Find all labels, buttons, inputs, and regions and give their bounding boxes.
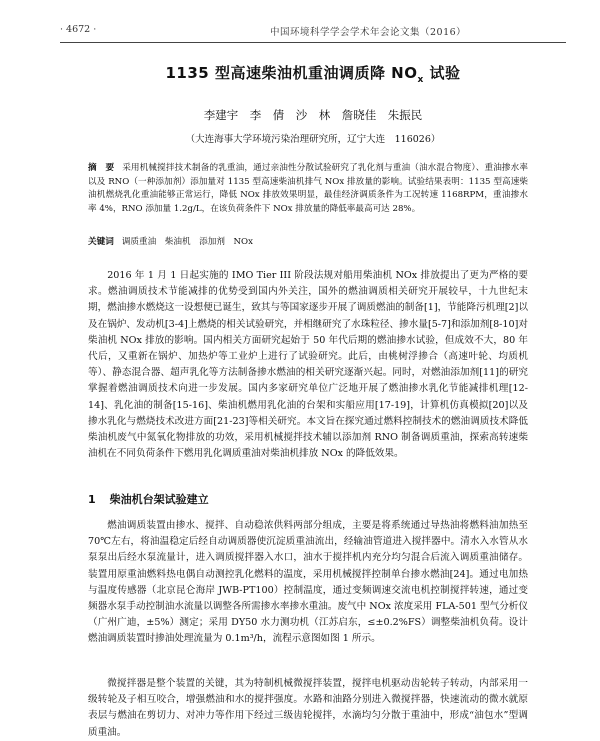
header-rule: [60, 42, 566, 43]
title-tail: 试验: [423, 64, 461, 82]
section-number: 1: [88, 493, 96, 506]
affiliation: （大连海事大学环境污染治理研究所，辽宁大连 116026）: [185, 134, 441, 145]
section-title: 柴油机台架试验建立: [109, 493, 209, 506]
abstract-text: 采用机械搅拌技术制备的乳重油，通过亲油性分散试验研究了乳化剂与重油（油水混合物度）、重油掺水率以及 RNO（一种添加剂）添加量对 1135 型高速柴油机排气 NOx 排放量的影响。试验结果表明：1135 型高速柴油机燃烧乳化重油能够正常运行，降低 NOx 排放效果明显，最佳经济调质条件为工况转速 1168RPM，重油掺水率 4%，RNO 添加量 1.2g/L，在该负荷条件下 NOx 排放量的降低率最高可达 28%。: [88, 163, 528, 214]
abstract: [88, 162, 528, 216]
series-title: 中国环境科学学会学术年会论文集（2016）: [270, 27, 467, 38]
intro-paragraph: 2016 年 1 月 1 日起实施的 IMO Tier III 阶段法规对船用柴油机 NOx 排放提出了更为严格的要求。燃油调质技术节能减排的优势受到国内外关注，国外的燃油调质相关研究开展较早，十九世纪末期，燃油掺水燃烧这一设想便已诞生，致其与等国家逐步开展了调质燃油的制备[1]，节能降污机理[2]以及在锅炉、发动机[3-4]上燃烧的相关试验研究，并相继研究了水珠粒径、掺水量[5-7]和添加剂[8-10]对柴油机 NOx 排放的影响。国内相关方面研究起始于 50 年代后期的燃油掺水试验，但成效不大，80 年代后，又重新在锅炉、加热炉等工业炉上进行了试验研究。此后，由桃树浮掺合（高速叶轮、均质机等）、静态混合器、超声乳化等方法制备掺水燃油的相关研究逐渐兴起。同时，对燃油添加剂[11]的研究掌握着燃油调质技术向进一步发展。国内多家研究单位广泛地开展了燃油掺水乳化节能减排机理[12-14]、乳化油的制备[15-16]、柴油机燃用乳化油的台架和实船应用[17-19]，计算机仿真模拟[20]以及掺水乳化与燃烧技术改进方面[21-23]等相关研究。本文旨在探究通过燃料控制技术的燃油调质技术降低柴油机废气中氮氧化物排放的功效，采用机械搅拌技术辅以添加剂 RNO 制备调质重油，探索高转速柴油机在不同负荷条件下燃用乳化调质重油对柴油机排放 NOx 的降低效果。: [88, 270, 528, 460]
authors: 李建宇 李 倩 沙 林 詹晓佳 朱振民: [203, 108, 423, 122]
abstract-label: 摘 要: [88, 163, 115, 173]
keywords: [88, 236, 528, 249]
running-header: [60, 24, 566, 42]
paper-title: [60, 62, 566, 85]
body-paragraph: 燃油调质装置由掺水、搅拌、自动稳浓供料两部分组成，主要是将系统通过导热油将燃料油加热至 70℃左右，将油温稳定后经自动调质器使沉淀质重油流出，经输油管道进入搅拌器中。清水入水管从水泵泵出后经水泵流量计，进入调质搅拌器入水口，油水于搅拌机内充分均匀混合后流入调质重油储存。装置用原重油燃料热电偶自动测控乳化燃料的温度，采用机械搅拌控制单台掺水燃油[24]。通过电加热与温度传感器（北京昆仑海岸 JWB-PT100）控制温度，通过变频调速交流电机控制搅拌转速，通过变频器水泵手动控制油水流量以调整各所需掺水率掺水重油。废气中 NOx 浓度采用 FLA-501 型气分析仪（广州广迪，±5%）测定；采用 DY50 水力测功机（江苏启东，≤±0.2%FS）调整柴油机负荷。设计燃油调质装置时掺油处理流量为 0.1m³/h，流程示意图如图 1 所示。: [88, 520, 528, 645]
body-paragraph: 微搅拌器是整个装置的关键，其为特制机械微搅拌装置，搅拌电机驱动齿轮转子转动，内部采用一级转轮及子相互咬合，增强燃油和水的搅拌强度。水路和油路分别进入微搅拌器，快速流动的微水就原表层与燃油在剪切力、对冲力等作用下经过三级齿轮搅拌，水滴均匀分散于重油中，形成“油包水”型调质重油。: [88, 678, 528, 738]
keywords-text: 调质重油 柴油机 添加剂 NOx: [121, 237, 253, 247]
page-number: · 4672 ·: [60, 24, 97, 35]
title-main: 1135 型高速柴油机重油调质降 NO: [165, 64, 418, 82]
keywords-label: 关键词: [88, 237, 114, 247]
title-subscript: x: [417, 75, 424, 85]
section-heading: [88, 491, 528, 507]
